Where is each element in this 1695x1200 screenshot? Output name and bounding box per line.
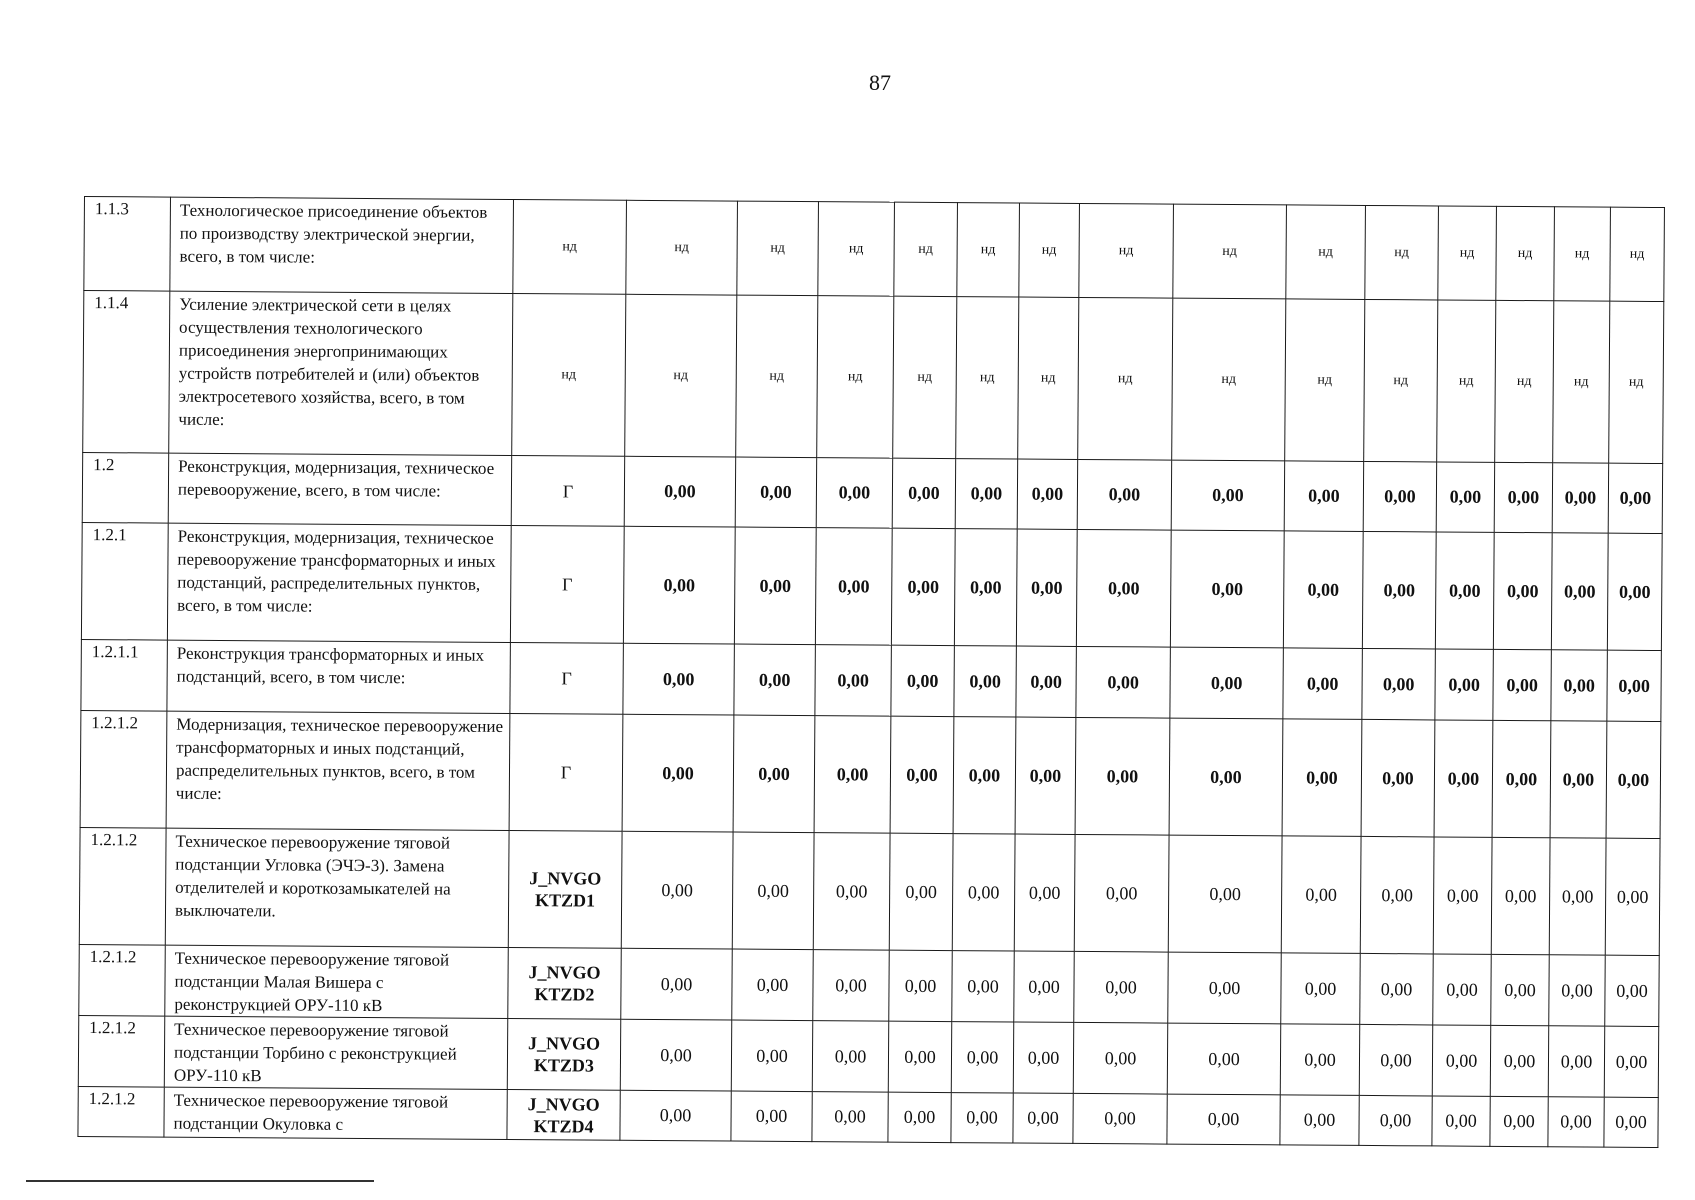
value-cell: 0,00 [1073, 1022, 1167, 1094]
value-cell: 0,00 [1605, 955, 1659, 1026]
value-cell: 0,00 [1361, 719, 1435, 837]
value-cell: 0,00 [1017, 459, 1077, 529]
value-cell: 0,00 [954, 529, 1017, 646]
value-cell: 0,00 [732, 832, 814, 950]
value-cell: 0,00 [1492, 720, 1551, 837]
value-cell: нд [1437, 300, 1496, 462]
row-number: 1.2.1.2 [79, 827, 166, 945]
value-cell: 0,00 [1362, 531, 1436, 649]
value-cell: 0,00 [952, 951, 1014, 1022]
value-cell: 0,00 [622, 714, 734, 832]
row-title: Модернизация, техническое перевооружение трансформаторных и иных подстанций, распределительных пунктов, всего, в том числе: [166, 711, 510, 830]
value-cell: 0,00 [1015, 717, 1076, 834]
row-title: Техническое перевооружение тяговой подстанции Торбино с реконструкцией ОРУ-110 кВ [164, 1016, 507, 1089]
value-cell: 0,00 [1283, 531, 1363, 649]
value-cell: 0,00 [954, 646, 1016, 717]
value-cell: 0,00 [1016, 529, 1077, 646]
row-title: Техническое перевооружение тяговой подстанции Малая Вишера с реконструкцией ОРУ-110 кВ [165, 945, 508, 1018]
value-cell: нд [1172, 298, 1286, 461]
value-cell: 0,00 [1073, 1093, 1167, 1144]
row-code: нд [513, 199, 627, 294]
value-cell: нд [625, 294, 737, 457]
table-row [79, 827, 1660, 955]
row-number: 1.2.1.2 [79, 944, 165, 1016]
value-cell: 0,00 [889, 950, 952, 1021]
value-cell: 0,00 [1280, 1024, 1359, 1096]
value-cell: 0,00 [1013, 1022, 1073, 1093]
value-cell: 0,00 [1552, 463, 1608, 533]
value-cell: 0,00 [1170, 530, 1284, 648]
row-code: J_NVGO KTZD4 [507, 1089, 620, 1140]
value-cell: 0,00 [1436, 462, 1494, 532]
row-title: Реконструкция трансформаторных и иных подстанций, всего, в том числе: [167, 640, 510, 713]
row-title: Технологическое присоединение объектов по производству электрической энергии, всего, в том числе: [170, 197, 514, 293]
row-title: Усиление электрической сети в целях осуществления технологического присоединения энергопринимающих устройств потребителей и (или) объектов электросетевого хозяйства, всего, в том числе: [169, 291, 513, 455]
value-cell: 0,00 [1606, 721, 1661, 838]
row-code: J_NVGO KTZD1 [508, 830, 622, 948]
value-cell: 0,00 [813, 833, 890, 951]
value-cell: 0,00 [815, 645, 891, 717]
table-row [82, 452, 1662, 533]
value-cell: 0,00 [735, 457, 816, 528]
value-cell: 0,00 [1359, 1095, 1432, 1146]
value-cell: 0,00 [1281, 953, 1360, 1025]
value-cell: 0,00 [816, 458, 892, 529]
value-cell: нд [1553, 301, 1610, 463]
value-cell: 0,00 [812, 1092, 888, 1143]
value-cell: 0,00 [1167, 1094, 1280, 1145]
row-number: 1.2.1 [81, 522, 168, 640]
value-cell: нд [956, 297, 1019, 459]
value-cell: 0,00 [814, 716, 891, 834]
value-cell: 0,00 [731, 1091, 812, 1142]
value-cell: 0,00 [1168, 952, 1281, 1024]
value-cell: 0,00 [889, 833, 953, 950]
value-cell: нд [1495, 300, 1554, 462]
value-cell: 0,00 [1604, 1097, 1658, 1147]
value-cell: 0,00 [813, 950, 889, 1022]
value-cell: 0,00 [1013, 1093, 1073, 1143]
value-cell: 0,00 [1170, 647, 1283, 719]
value-cell: нд [1496, 206, 1555, 300]
value-cell: 0,00 [1493, 649, 1551, 720]
value-cell: 0,00 [1076, 646, 1170, 718]
row-code: Г [510, 642, 623, 714]
row-number: 1.2 [82, 452, 168, 523]
table-row [79, 944, 1659, 1026]
row-code: J_NVGO KTZD3 [507, 1018, 620, 1090]
value-cell: 0,00 [1608, 463, 1662, 533]
value-cell: 0,00 [1607, 650, 1661, 721]
value-cell: 0,00 [731, 1020, 812, 1092]
row-code: J_NVGO KTZD2 [508, 947, 621, 1019]
value-cell: 0,00 [1169, 718, 1283, 836]
value-cell: 0,00 [623, 526, 735, 644]
value-cell: нд [1078, 297, 1173, 460]
value-cell: 0,00 [734, 644, 815, 716]
value-cell: 0,00 [1551, 533, 1608, 650]
value-cell: нд [1018, 297, 1079, 459]
investment-table [77, 196, 1665, 1148]
row-number: 1.2.1.2 [78, 1086, 164, 1137]
value-cell: 0,00 [1548, 1026, 1604, 1097]
value-cell: нд [736, 295, 818, 458]
value-cell: 0,00 [1363, 461, 1436, 532]
value-cell: нд [1079, 203, 1174, 298]
value-cell: 0,00 [1604, 1026, 1658, 1097]
row-code: нд [512, 293, 626, 456]
row-number: 1.2.1.2 [80, 710, 167, 828]
row-number: 1.1.4 [83, 291, 170, 454]
value-cell: 0,00 [891, 528, 955, 645]
value-cell: 0,00 [890, 716, 954, 833]
value-cell: 0,00 [1075, 717, 1170, 835]
row-code: Г [509, 713, 623, 831]
value-cell: 0,00 [1548, 1097, 1604, 1147]
row-title: Реконструкция, модернизация, техническое перевооружение, всего, в том числе: [168, 453, 511, 525]
value-cell: 0,00 [620, 1019, 731, 1091]
value-cell: нд [1438, 206, 1497, 300]
value-cell: 0,00 [1551, 650, 1607, 721]
value-cell: 0,00 [1491, 837, 1550, 954]
value-cell: нд [1610, 207, 1665, 301]
value-cell: 0,00 [1014, 834, 1075, 951]
value-cell: 0,00 [621, 948, 732, 1020]
value-cell: нд [893, 296, 957, 458]
value-cell: 0,00 [733, 715, 815, 833]
value-cell: 0,00 [812, 1021, 888, 1093]
value-cell: нд [817, 296, 894, 459]
value-cell: 0,00 [891, 645, 954, 716]
row-code: Г [511, 455, 624, 526]
value-cell: 0,00 [1016, 646, 1076, 717]
row-title: Техническое перевооружение тяговой подстанции Окуловка с [164, 1087, 507, 1139]
value-cell: 0,00 [623, 643, 734, 715]
value-cell: нд [1609, 301, 1664, 463]
value-cell: 0,00 [1282, 719, 1362, 837]
footnote-divider [26, 1180, 374, 1182]
value-cell: нд [1173, 204, 1287, 299]
table-sheet [77, 196, 1665, 1148]
value-cell: нд [1554, 207, 1611, 301]
value-cell: 0,00 [1283, 648, 1362, 720]
value-cell: 0,00 [1280, 1095, 1359, 1146]
value-cell: 0,00 [1281, 836, 1361, 954]
value-cell: 0,00 [1432, 1025, 1490, 1096]
value-cell: 0,00 [1490, 1025, 1548, 1096]
value-cell: 0,00 [732, 949, 813, 1021]
table-row [81, 522, 1662, 650]
value-cell: 0,00 [1494, 462, 1552, 532]
value-cell: 0,00 [1491, 954, 1549, 1025]
value-cell: 0,00 [1360, 836, 1434, 954]
value-cell: 0,00 [1435, 532, 1494, 649]
value-cell: нд [737, 201, 819, 296]
value-cell: нд [1286, 205, 1366, 300]
value-cell: нд [894, 202, 958, 296]
value-cell: нд [818, 202, 895, 297]
value-cell: 0,00 [952, 834, 1015, 951]
value-cell: 0,00 [621, 831, 733, 949]
value-cell: 0,00 [624, 456, 735, 527]
value-cell: 0,00 [1549, 955, 1605, 1026]
value-cell: 0,00 [1171, 460, 1284, 531]
value-cell: 0,00 [815, 528, 892, 646]
table-row [84, 197, 1665, 302]
value-cell: 0,00 [1284, 461, 1363, 532]
value-cell: 0,00 [1607, 533, 1662, 650]
value-cell: 0,00 [951, 1093, 1013, 1143]
value-cell: 0,00 [953, 717, 1016, 834]
table-row [78, 1015, 1658, 1097]
value-cell: 0,00 [1167, 1023, 1280, 1095]
value-cell: 0,00 [1074, 951, 1168, 1023]
page-number: 87 [869, 70, 891, 95]
value-cell: 0,00 [951, 1022, 1013, 1093]
value-cell: 0,00 [1435, 649, 1493, 720]
value-cell: 0,00 [892, 458, 955, 528]
value-cell: 0,00 [1490, 1096, 1548, 1146]
value-cell: 0,00 [1014, 951, 1074, 1022]
value-cell: 0,00 [1074, 834, 1169, 952]
value-cell: 0,00 [1077, 459, 1171, 530]
row-code: Г [510, 525, 624, 643]
value-cell: 0,00 [1550, 721, 1607, 838]
value-cell: нд [626, 200, 738, 295]
value-cell: 0,00 [1359, 1024, 1432, 1096]
value-cell: 0,00 [1605, 838, 1660, 955]
value-cell: 0,00 [1434, 720, 1493, 837]
value-cell: 0,00 [1432, 1096, 1490, 1146]
value-cell: 0,00 [1433, 954, 1491, 1025]
row-title: Реконструкция, модернизация, техническое перевооружение трансформаторных и иных подстанций, распределительных пунктов, всего, в том числе: [167, 523, 511, 642]
row-number: 1.2.1.1 [81, 639, 167, 711]
value-cell: 0,00 [1076, 529, 1171, 647]
value-cell: 0,00 [620, 1090, 731, 1141]
value-cell: 0,00 [888, 1021, 951, 1092]
row-number: 1.2.1.2 [78, 1015, 164, 1087]
value-cell: 0,00 [734, 527, 816, 645]
value-cell: нд [1364, 299, 1438, 462]
value-cell: нд [1285, 299, 1365, 462]
value-cell: 0,00 [1360, 953, 1433, 1025]
table-row [78, 1086, 1658, 1147]
table-row [83, 291, 1664, 464]
value-cell: нд [1019, 203, 1080, 297]
value-cell: 0,00 [888, 1092, 951, 1142]
row-number: 1.1.3 [84, 197, 171, 292]
value-cell: 0,00 [955, 459, 1017, 529]
table-row [81, 639, 1661, 721]
value-cell: нд [1365, 205, 1439, 300]
row-title: Техническое перевооружение тяговой подстанции Угловка (ЭЧЭ-3). Замена отделителей и короткозамыкателей на выключатели. [165, 828, 509, 947]
value-cell: 0,00 [1362, 648, 1435, 720]
value-cell: 0,00 [1168, 835, 1282, 953]
value-cell: 0,00 [1493, 532, 1552, 649]
table-row [80, 710, 1661, 838]
value-cell: нд [957, 203, 1020, 297]
value-cell: 0,00 [1433, 837, 1492, 954]
value-cell: 0,00 [1549, 838, 1606, 955]
